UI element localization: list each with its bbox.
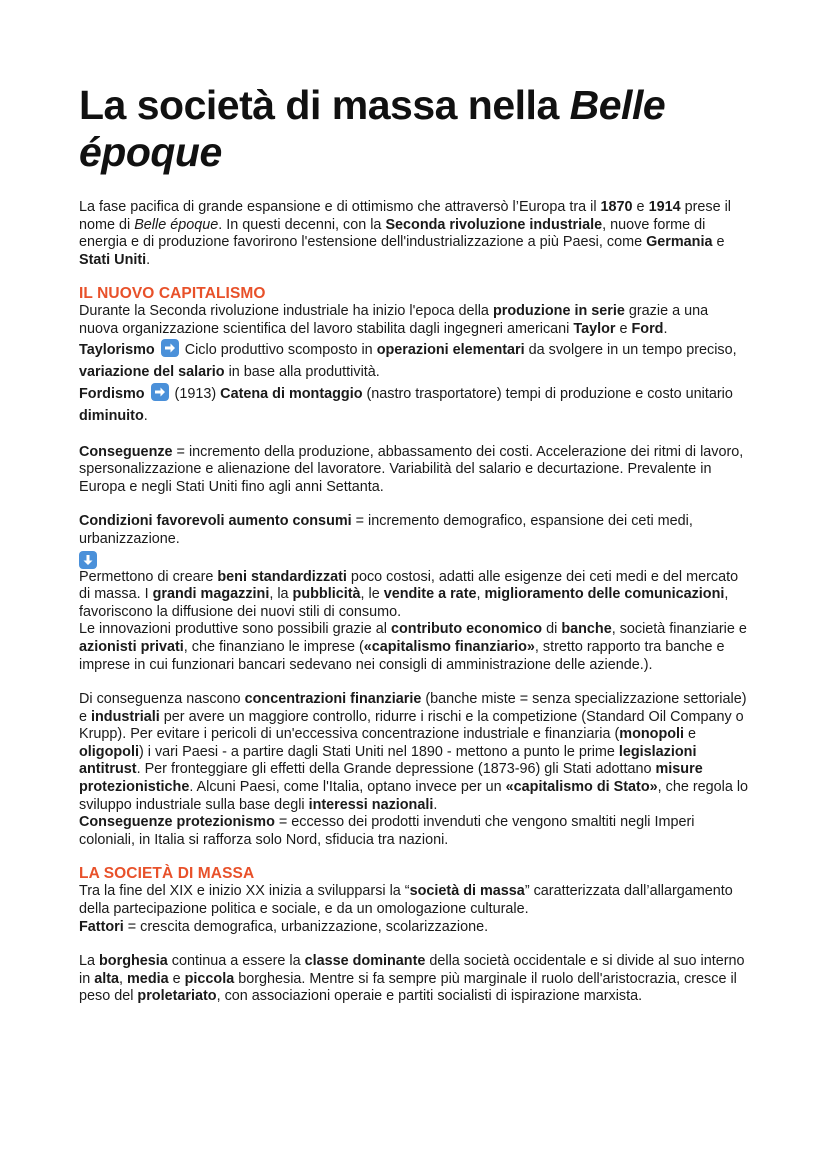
paragraph-fattori: Fattori = crescita demografica, urbanizzazione, scolarizzazione. bbox=[79, 918, 489, 935]
paragraph-taylorismo: Taylorismo Ciclo produttivo scomposto in operazioni elementari da svolgere in un tempo preciso, variazione del salario in base alla produttività. bbox=[79, 339, 751, 383]
paragraph-protezionismo: Conseguenze protezionismo = eccesso dei prodotti invenduti che vengono smaltiti negli Imperi coloniali, in Italia si rafforza solo Nord, sfiducia tra nazioni. bbox=[79, 814, 695, 848]
document-page bbox=[79, 82, 751, 1006]
section-heading-capitalismo: IL NUOVO CAPITALISMO bbox=[79, 285, 266, 303]
paragraph-societa-massa: Tra la fine del XIX e inizio XX inizia a svilupparsi la “società di massa” caratterizzata dall’allargamento della partecipazione politica e sociale, e da un omologazione culturale. bbox=[79, 883, 733, 918]
paragraph-produzione-serie: Durante la Seconda rivoluzione industriale ha inizio l'epoca della produzione in serie grazie a una nuova organizzazione scientifica del lavoro stabilita dagli ingegneri americani Taylor e Ford. bbox=[79, 303, 709, 337]
paragraph-fordismo: Fordismo (1913) Catena di montaggio (nastro trasportatore) tempi di produzione e costo unitario diminuito. bbox=[79, 383, 751, 427]
paragraph-conseguenze: Conseguenze = incremento della produzione, abbassamento dei costi. Accelerazione dei ritmi di lavoro, spersonalizzazione e alienazione del lavoratore. Variabilità del salario e decurtazione. Prevalente in Europa e negli Stati Uniti fino agli anni Settanta. bbox=[79, 443, 744, 495]
paragraph-condizioni: Condizioni favorevoli aumento consumi = incremento demografico, espansione dei ceti medi, urbanizzazione. bbox=[79, 513, 693, 547]
paragraph-concentrazioni: Di conseguenza nascono concentrazioni finanziarie (banche miste = senza specializzazione settoriale) e industriali per avere un maggiore controllo, ridurre i rischi e la competizione (Standard Oil Company o Krupp). Per evitare i pericoli di un'eccessiva concentrazione industriale e finanziaria (monopoli e oligopoli) i vari Paesi - a partire dagli Stati Uniti nel 1890 - mettono a punto le prime legislazioni antitrust. Per fronteggiare gli effetti della Grande depressione (1873-96) gli Stati adottano misure protezionistiche. Alcuni Paesi, come l'Italia, optano invece per un «capitalismo di Stato», che regola lo sviluppo industriale sulla base degli interessi nazionali. bbox=[79, 691, 749, 813]
arrow-down-icon bbox=[79, 551, 97, 569]
arrow-right-icon bbox=[151, 383, 169, 401]
paragraph-innovazioni: Le innovazioni produttive sono possibili grazie al contributo economico di banche, società finanziarie e azionisti privati, che finanziano le imprese («capitalismo finanziario», stretto rapporto tra banche e imprese in cui funzionari bancari sedevano nei consigli di amministrazione delle aziende.). bbox=[79, 621, 747, 673]
paragraph-borghesia: La borghesia continua a essere la classe dominante della società occidentale e si divide al suo interno in alta, media e piccola borghesia. Mentre si fa sempre più marginale il ruolo dell'aristocrazia, cresce il peso del proletariato, con associazioni operaie e partiti socialisti di ispirazione marxista. bbox=[79, 953, 745, 1005]
section-heading-societa-massa: LA SOCIETÀ DI MASSA bbox=[79, 865, 255, 883]
intro-paragraph: La fase pacifica di grande espansione e di ottimismo che attraversò l’Europa tra il 1870 e 1914 prese il nome di Belle époque. In questi decenni, con la Seconda rivoluzione industriale, nuove forme di energia e di produzione favorirono l'estensione dell'industrializzazione a più Paesi, come Germania e Stati Uniti. bbox=[79, 199, 731, 268]
paragraph-permettono: Permettono di creare beni standardizzati poco costosi, adatti alle esigenze dei ceti medi e del mercato di massa. I grandi magazzini, la pubblicità, le vendite a rate, miglioramento delle comunicazioni, favoriscono la diffusione dei nuovi stili di consumo. bbox=[79, 568, 739, 620]
arrow-right-icon bbox=[161, 339, 179, 357]
page-title: La società di massa nella Belle époque bbox=[79, 82, 666, 175]
